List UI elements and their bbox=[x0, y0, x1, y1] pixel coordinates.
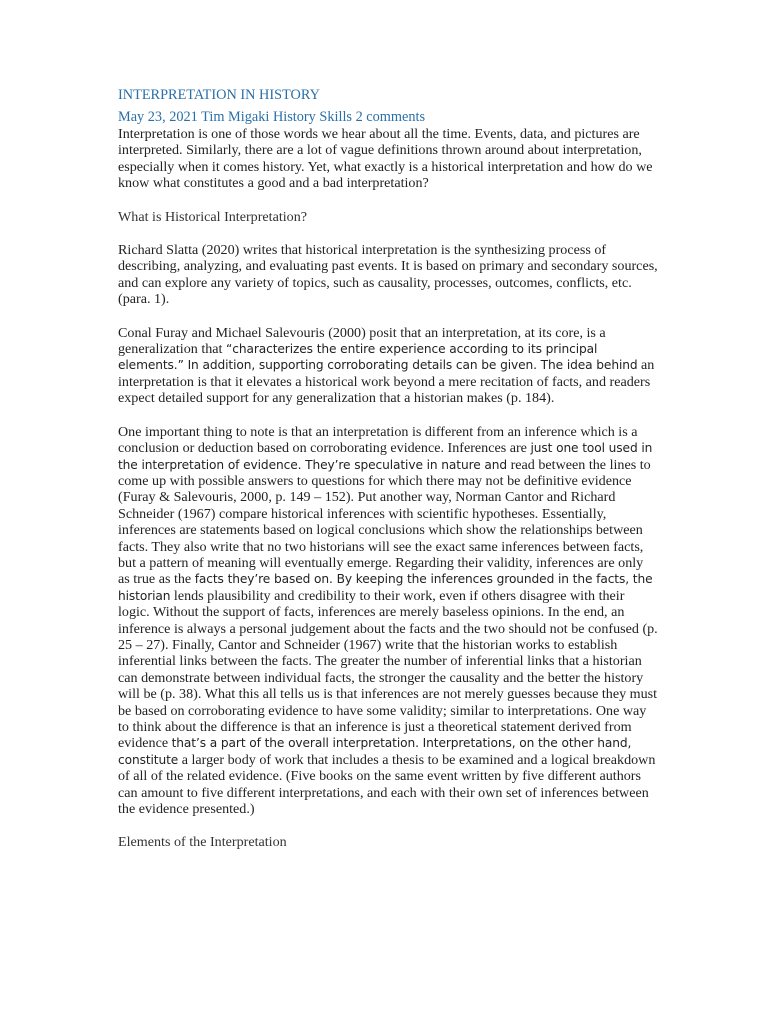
section-heading-elements: Elements of the Interpretation bbox=[118, 834, 287, 851]
article-meta bbox=[118, 108, 658, 126]
paragraph-furay-part-c: an interpretation is that it elevates a historical work beyond a mere recitation of facts, and readers expect detailed support for any generalization that a historian makes (p. 184). bbox=[118, 357, 655, 407]
paragraph-inference-part-a: One important thing to note is that an interpretation is different from an inference which is a conclusion or deduction based on corroborating evidence. Inferences are bbox=[118, 423, 638, 457]
article-title[interactable]: INTERPRETATION IN HISTORY bbox=[118, 87, 320, 103]
paragraph-slatta: Richard Slatta (2020) writes that historical interpretation is the synthesizing process of describing, analyzing, and evaluating past events. It is based on primary and secondary sources, and can explore any variety of topics, such as causality, processes, outcomes, conflicts, etc. (para. 1). bbox=[118, 242, 658, 308]
paragraph-inference-part-c: read between the lines to come up with possible answers to questions for which there may not be definitive evidence (Furay & Salevouris, 2000, p. 149 – 152). Put another way, Norman Cantor and Richard Schneider (1967) compare historical inferences with scientific hypotheses. Essentially, inferences are statements based on logical conclusions which show the relationships between facts. They also write that no two historians will see the exact same inferences between facts, but a pattern of meaning will eventually emerge. Regarding their validity, inferences are only as true as the bbox=[118, 456, 651, 588]
paragraph-inference-part-f: that’s a part of the overall interpretation. Interpretations, on the other hand, constitute bbox=[118, 736, 632, 767]
article bbox=[118, 86, 658, 851]
post-author[interactable]: Tim Migaki bbox=[201, 109, 270, 125]
post-comments[interactable]: 2 comments bbox=[355, 109, 426, 125]
paragraph-inference-part-b: just one tool used in the interpretation of evidence. They’re speculative in nature and bbox=[118, 441, 653, 472]
paragraph-furay-part-a: Conal Furay and Michael Salevouris (2000) posit that an interpretation, at its core, is a generalization that bbox=[118, 324, 606, 358]
paragraph-inference-part-g: a larger body of work that includes a thesis to be examined and a logical breakdown of all of the related evidence. (Five books on the same event written by five different authors can amount to five different interpretations, and each with their own set of inferences between the evidence presented.) bbox=[118, 751, 656, 818]
paragraph-inference-part-e: lends plausibility and credibility to their work, even if others disagree with their logic. Without the support of facts, inferences are merely baseless opinions. In the end, an inference is always a personal judgement about the facts and the two should not be confused (p. 25 – 27). Finally, Cantor and Schneider (1967) write that the historian works to establish inferential links between the facts. The greater the number of inferential links that a historian can demonstrate between individual facts, the stronger the causality and the better the history will be (p. 38). What this all tells us is that inferences are not merely guesses because they must be based on corroborating evidence to have some validity; similar to interpretations. One way to think about the difference is that an inference is just a theoretical statement derived from evidence bbox=[118, 587, 658, 752]
intro-paragraph: Interpretation is one of those words we hear about all the time. Events, data, and pictures are interpreted. Similarly, there are a lot of vague definitions thrown around about interpretation, especially when it comes history. Yet, what exactly is a historical interpretation and how do we know what constitutes a good and a bad interpretation? bbox=[118, 126, 653, 192]
paragraph-inference bbox=[118, 424, 658, 818]
post-category[interactable]: History Skills bbox=[272, 109, 352, 125]
paragraph-inference-part-d: facts they’re based on. By keeping the inferences grounded in the facts, the historian bbox=[118, 572, 653, 603]
post-date[interactable]: May 23, 2021 bbox=[118, 109, 198, 125]
paragraph-furay-part-b: “characterizes the entire experience according to its principal elements.” In addition, supporting corroborating details can be given. The idea behind bbox=[118, 342, 638, 373]
section-heading-what-is: What is Historical Interpretation? bbox=[118, 208, 308, 225]
paragraph-furay bbox=[118, 325, 658, 407]
